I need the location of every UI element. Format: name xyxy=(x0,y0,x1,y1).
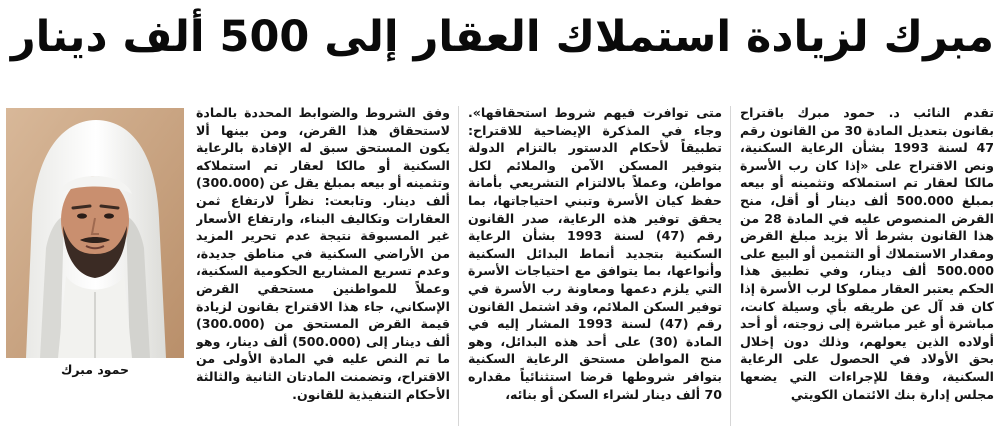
portrait-photo xyxy=(6,108,184,358)
article-paragraph-2: متى توافرت فيهم شروط استحقاقها». وجاء في المذكرة الإيضاحية للاقتراح: تطبيقاً لأحكام الدستور بالتزام الدولة بتوفير المسكن الآمن والملائم لكل مواطن، وعملاً بالالتزام التشريعي بأمانة حفظ كيان الأسرة وتبني احتياجاتها، بما يحقق توفير هذه الرعاية، صدر القانون رقم (47) لسنة 1993 بشأن الرعاية السكنية بتجديد أنماط البدائل السكنية وأنواعها، بما يتوافق مع احتياجات الأسرة التي يلزم دعمها ومعاونة رب الأسرة في توفير السكن الملائم، وقد اشتمل القانون رقم (47) لسنة 1993 المشار إليه في المادة (30) على أحد هذه البدائل، وهو منح المواطن مستحق الرعاية السكنية بتوافر شروطها قرضا استثنائياً مقداره 70 ألف دينار لشراء السكن أو بنائه، xyxy=(468,105,722,402)
article-column-1 xyxy=(740,104,994,432)
person-portrait-icon xyxy=(6,108,184,358)
article-column-2 xyxy=(468,104,722,432)
column-divider xyxy=(458,106,459,426)
column-divider xyxy=(730,106,731,426)
article-column-3 xyxy=(196,104,450,432)
photo-caption: حمود مبرك xyxy=(60,362,130,377)
headline: مبرك لزيادة استملاك العقار إلى 500 ألف دينار xyxy=(10,12,994,62)
article-body xyxy=(194,104,994,432)
article-paragraph-3: وفق الشروط والضوابط المحددة بالمادة لاستحقاق هذا القرض، ومن بينها ألا يكون المستحق سبق له الإفادة بالرعاية السكنية أو مالكا لعقار تم استملاكه وتثمينه أو بيعه بمبلغ يقل عن (300.000) ألف دينار. وتابعت: نظراً لارتفاع ثمن العقارات وتكاليف البناء، وارتفاع الأسعار غير المسبوقة نتيجة عدم تحرير المزيد من الأراضي السكنية في مناطق جديدة، وعدم تسريع المشاريع الحكومية السكنية، وعملاً للمواطنين مستحقي القرض الإسكاني، جاء هذا الاقتراح بقانون لزيادة قيمة القرض المستحق من (300.000) ألف دينار إلى (500.000) ألف دينار، وهو ما تم النص عليه في المادة الأولى من الاقتراح، وتضمنت المادتان الثانية والثالثة الأحكام التنفيذية للقانون. xyxy=(196,105,450,402)
article-paragraph-1: تقدم النائب د. حمود مبرك باقتراح بقانون بتعديل المادة 30 من القانون رقم 47 لسنة 1993 بشأن الرعاية السكنية، ونص الاقتراح على «إذا كان رب الأسرة مالكا لعقار تم استملاكه وتثمينه أو بيعه بمبلغ 500.000 ألف دينار أو أقل، منح القرض المنصوص عليه في المادة 28 من هذا القانون بشرط ألا يزيد مبلغ القرض ومقدار الاستملاك أو التثمين أو البيع على 500.000 ألف دينار، وفي تطبيق هذا الحكم يعتبر العقار مملوكا لرب الأسرة إذا كان قد آل عن طريقه بأي وسيلة كانت، مباشرة أو غير مباشرة إلى زوجته، أو أحد أولاده الذين يعولهم، وذلك دون إخلال بحق الأولاد في الحصول على الرعاية السكنية، وفقا للإجراءات التي يضعها مجلس إدارة بنك الائتمان الكويتي xyxy=(740,105,994,402)
